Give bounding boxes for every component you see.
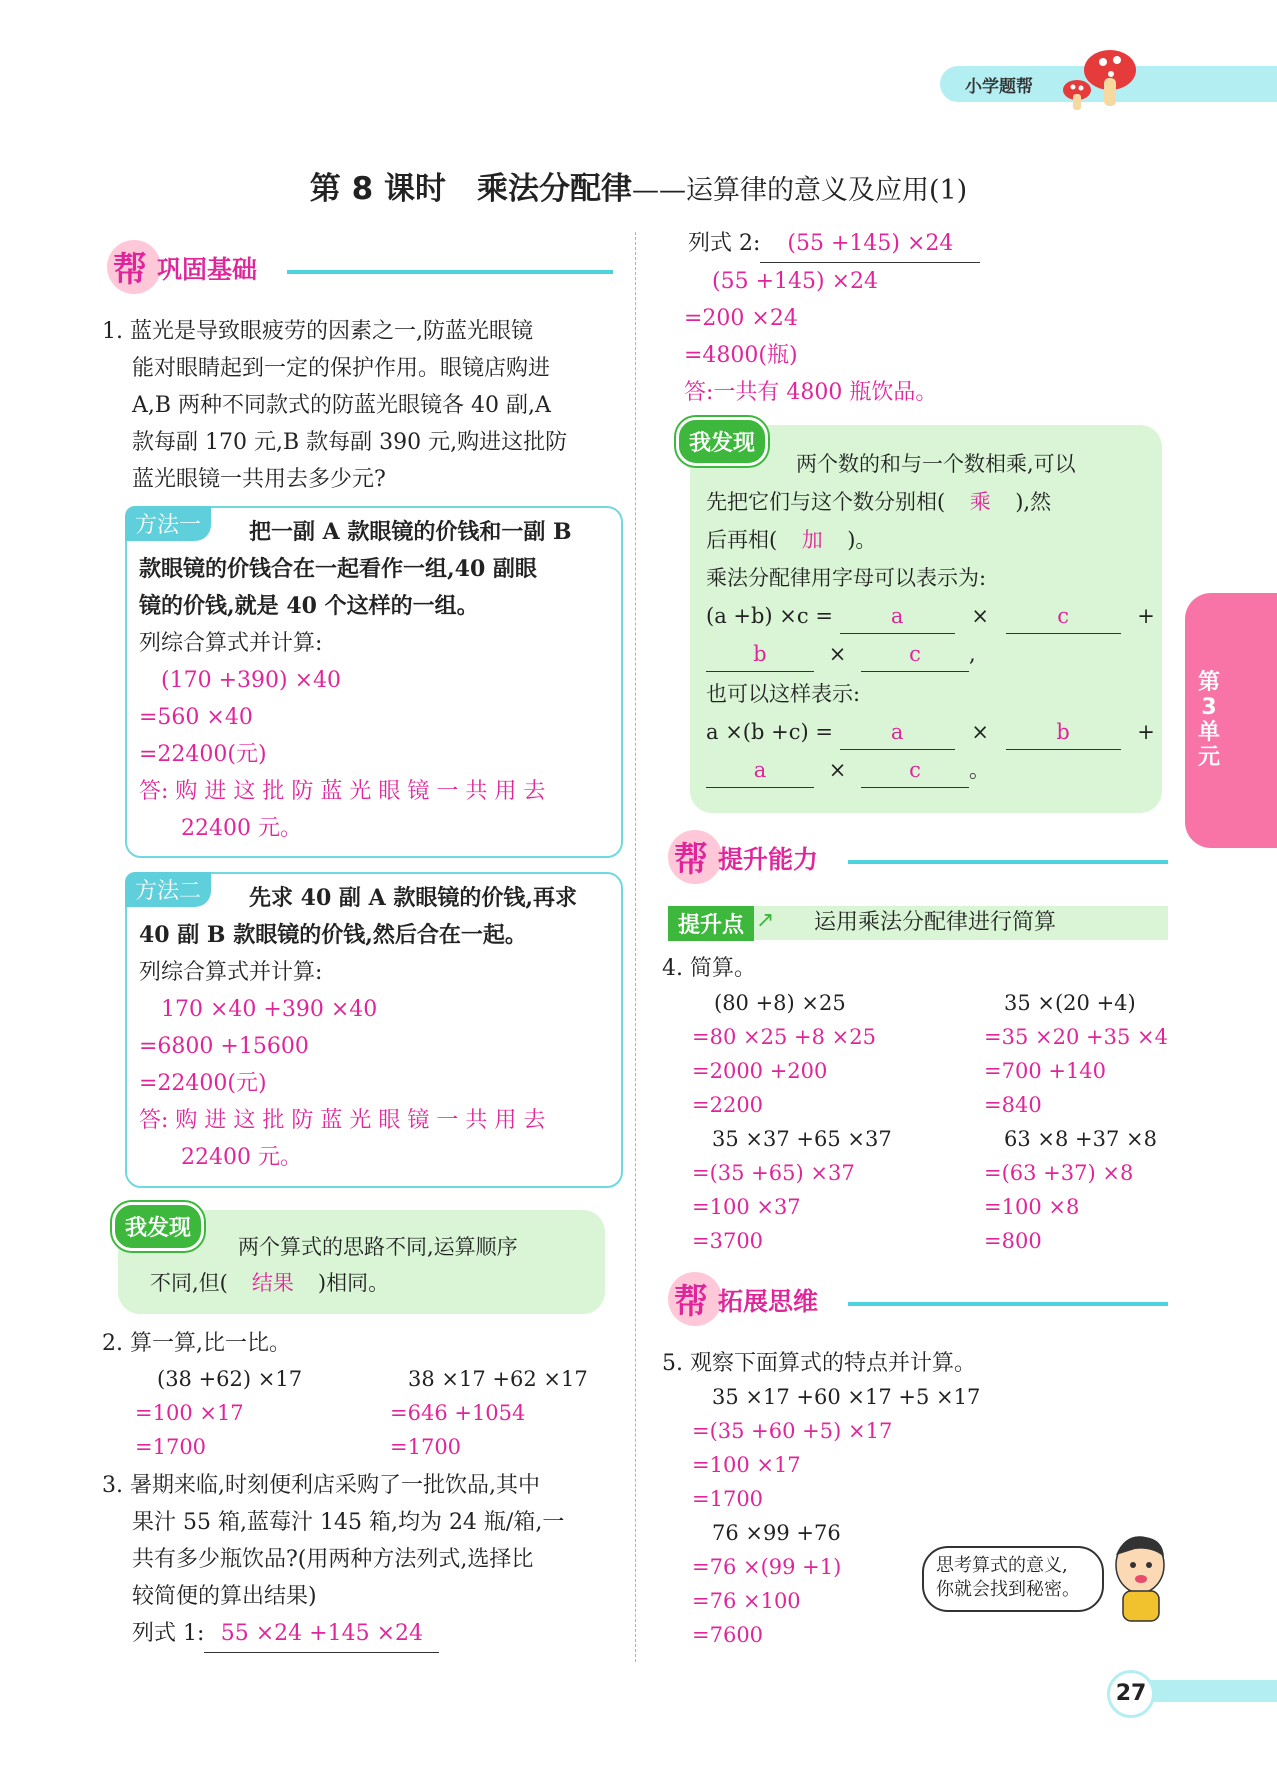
section-improve-title: 提升能力: [718, 845, 819, 874]
q1-line: 能对眼睛起到一定的保护作用。眼镜店购进: [132, 356, 551, 381]
section-expand-header: [668, 1272, 1168, 1330]
d2-line4: 乘法分配律用字母可以表示为:: [706, 566, 987, 590]
boy-icon: [1105, 1525, 1175, 1625]
section-improve-header: [668, 830, 1168, 888]
discover-text: )相同。: [317, 1271, 390, 1295]
discover-tag: 我发现: [676, 417, 768, 466]
m1-calc: (170 +390) ×40: [161, 668, 341, 693]
page-title: [0, 163, 1277, 208]
m1-prompt: 列综合算式并计算:: [139, 631, 323, 656]
q4-calc: =100 ×8: [984, 1195, 1080, 1219]
q3-continued: [684, 225, 1188, 411]
q4-calc: =80 ×25 +8 ×25: [692, 1025, 876, 1049]
d2-expr2: [706, 715, 1155, 750]
times-sign: ×: [828, 758, 847, 782]
improve-topic: 运用乘法分配律进行简算: [814, 910, 1057, 935]
d2-expr2b: [706, 753, 990, 788]
q3-calc: =4800(瓶): [684, 343, 798, 368]
m1-desc: 把一副 A 款眼镜的价钱和一副 B: [249, 519, 572, 545]
q4-calc: =(35 +65) ×37: [692, 1161, 855, 1185]
q5-calc: =100 ×17: [692, 1453, 801, 1477]
d2-text: 先把它们与这个数分别相(: [706, 490, 946, 514]
q3-line: 共有多少瓶饮品?(用两种方法列式,选择比: [132, 1547, 534, 1572]
arrow-icon: ↗: [756, 908, 775, 933]
d2-text: )。: [847, 528, 877, 552]
q4-prompt: 4. 简算。: [662, 956, 756, 981]
column-divider: [635, 232, 636, 1662]
d2-var: a: [706, 753, 814, 788]
period-sign: 。: [968, 758, 990, 782]
discover-text: 不同,但(: [150, 1271, 228, 1295]
d2-line1: 两个数的和与一个数相乘,可以: [796, 452, 1076, 476]
q3-formula-2: [688, 225, 1188, 263]
q3-line: 较简便的算出结果): [132, 1584, 317, 1609]
method-2-tag: 方法二: [125, 872, 211, 907]
q5-calc: =76 ×(99 +1): [692, 1555, 842, 1579]
q2-calc: (38 +62) ×17: [157, 1367, 303, 1391]
bubble-line: 你就会找到秘密。: [936, 1579, 1080, 1600]
q4-calc: =3700: [692, 1229, 764, 1253]
q4-calc: 63 ×8 +37 ×8: [1004, 1127, 1157, 1151]
m2-answer: 答: 购 进 这 批 防 蓝 光 眼 镜 一 共 用 去: [139, 1108, 546, 1133]
method-2-box: [125, 872, 623, 1188]
m1-answer: 答: 购 进 这 批 防 蓝 光 眼 镜 一 共 用 去: [139, 779, 546, 804]
q4-calc: =(63 +37) ×8: [984, 1161, 1134, 1185]
q5-calc: =1700: [692, 1487, 764, 1511]
q4-col2: [984, 986, 1184, 1258]
brand-label: 小学题帮: [965, 77, 1033, 97]
comma-sign: ,: [968, 642, 976, 666]
q5-calc: 35 ×17 +60 ×17 +5 ×17: [712, 1385, 981, 1409]
q4-calc: (80 +8) ×25: [714, 991, 846, 1015]
formula-label: 列式 2:: [688, 231, 761, 256]
q1-line: 1. 蓝光是导致眼疲劳的因素之一,防蓝光眼镜: [102, 319, 533, 344]
m1-desc: 款眼镜的价钱合在一起看作一组,40 副眼: [139, 556, 537, 582]
m2-prompt: 列综合算式并计算:: [139, 960, 323, 985]
bang-glyph: 帮: [674, 840, 708, 880]
d2-text: ),然: [1015, 490, 1052, 514]
method-1-tag: 方法一: [125, 506, 211, 541]
improve-tag: 提升点: [668, 906, 754, 941]
q5-calc: =76 ×100: [692, 1589, 801, 1613]
d2-expr: (a +b) ×c =: [706, 604, 833, 628]
m2-desc: 先求 40 副 A 款眼镜的价钱,再求: [249, 885, 577, 911]
q2-calc: =1700: [135, 1435, 207, 1459]
d2-var: c: [861, 753, 969, 788]
d2-var: b: [1006, 715, 1121, 750]
d2-expr1: [706, 599, 1155, 634]
question-3: [102, 1467, 622, 1653]
q4-calc: =100 ×37: [692, 1195, 801, 1219]
unit-label: 第3单元: [1197, 670, 1220, 770]
discover-1-line2: [150, 1266, 389, 1300]
discover-box-2: [690, 425, 1162, 813]
q1-line: A,B 两种不同款式的防蓝光眼镜各 40 副,A: [132, 393, 551, 418]
section-expand-title: 拓展思维: [718, 1287, 819, 1316]
q4-calc: =2200: [692, 1093, 764, 1117]
d2-blank: 加: [801, 528, 823, 552]
d2-text: 后再相(: [706, 528, 778, 552]
q2-calc: =646 +1054: [390, 1401, 526, 1425]
q4-calc: =700 +140: [984, 1059, 1107, 1083]
q5-calc: =7600: [692, 1623, 764, 1647]
q2-calc: =100 ×17: [135, 1401, 244, 1425]
bang-glyph: 帮: [674, 1282, 708, 1322]
times-sign: ×: [971, 604, 989, 628]
m1-calc: =22400(元): [139, 742, 267, 767]
q3-line: 3. 暑期来临,时刻便利店采购了一批饮品,其中: [102, 1473, 540, 1498]
q1-line: 蓝光眼镜一共用去多少元?: [132, 467, 386, 492]
q3-formula-1: [102, 1615, 622, 1653]
d2-var: b: [706, 637, 814, 672]
formula-blank: (55 +145) ×24: [760, 225, 980, 263]
method-1-box: [125, 506, 623, 858]
section-basic-title: 巩固基础: [157, 255, 258, 284]
q2-calc: 38 ×17 +62 ×17: [408, 1367, 588, 1391]
q4-calc: =840: [984, 1093, 1042, 1117]
speech-bubble: [922, 1546, 1104, 1612]
q4-calc: =2000 +200: [692, 1059, 828, 1083]
improve-point-bar: [668, 906, 1168, 940]
d2-var: a: [840, 715, 955, 750]
q4-calc: =35 ×20 +35 ×4: [984, 1025, 1168, 1049]
m2-calc: =22400(元): [139, 1071, 267, 1096]
d2-expr1b: [706, 637, 976, 672]
m2-desc: 40 副 B 款眼镜的价钱,然后合在一起。: [139, 922, 527, 948]
mushroom-icon: [1055, 40, 1145, 112]
q3-calc: =200 ×24: [684, 306, 798, 331]
formula-label: 列式 1:: [132, 1621, 205, 1646]
d2-var: c: [861, 637, 969, 672]
method-1-text: [139, 514, 615, 847]
bang-glyph: 帮: [113, 250, 147, 290]
formula-blank: 55 ×24 +145 ×24: [204, 1615, 439, 1653]
q2-left: [135, 1362, 365, 1464]
d2-blank: 乘: [969, 490, 991, 514]
times-sign: ×: [828, 642, 847, 666]
q4-col1: [692, 986, 952, 1258]
method-2-text: [139, 880, 615, 1176]
title-sub: ——运算律的意义及应用(1): [631, 175, 968, 206]
plus-sign: +: [1137, 720, 1155, 744]
d2-line2: [706, 485, 1051, 519]
discover-box-1: [118, 1210, 605, 1314]
m2-calc: 170 ×40 +390 ×40: [161, 997, 378, 1022]
q3-calc: (55 +145) ×24: [712, 269, 878, 294]
m1-desc: 镜的价钱,就是 40 个这样的一组。: [139, 593, 479, 619]
q5-prompt: 5. 观察下面算式的特点并计算。: [662, 1351, 976, 1376]
d2-var: a: [840, 599, 955, 634]
q4-calc: 35 ×(20 +4): [1004, 991, 1136, 1015]
section-rule: [287, 270, 613, 274]
q4-calc: 35 ×37 +65 ×37: [712, 1127, 892, 1151]
d2-var: c: [1006, 599, 1121, 634]
discover-1-line1: 两个算式的思路不同,运算顺序: [238, 1235, 518, 1259]
discover-tag: 我发现: [112, 1202, 204, 1251]
q2-prompt: 2. 算一算,比一比。: [102, 1331, 291, 1356]
times-sign: ×: [971, 720, 989, 744]
bubble-line: 思考算式的意义,: [936, 1555, 1068, 1576]
m2-answer: 22400 元。: [181, 1145, 302, 1170]
section-basic-header: [107, 240, 613, 298]
q2-calc: =1700: [390, 1435, 462, 1459]
title-main: 第 8 课时 乘法分配律: [309, 171, 632, 207]
q3-line: 果汁 55 箱,蓝莓汁 145 箱,均为 24 瓶/箱,一: [132, 1510, 565, 1535]
q3-answer: 答:一共有 4800 瓶饮品。: [684, 380, 938, 405]
discover-blank: 结果: [251, 1271, 294, 1295]
m2-calc: =6800 +15600: [139, 1034, 309, 1059]
q2-right: [390, 1362, 620, 1464]
q5-calc: 76 ×99 +76: [712, 1521, 841, 1545]
plus-sign: +: [1137, 604, 1155, 628]
q4-calc: =800: [984, 1229, 1042, 1253]
q1-line: 款每副 170 元,B 款每副 390 元,购进这批防: [132, 430, 568, 455]
section-rule: [848, 860, 1168, 864]
d2-expr: a ×(b +c) =: [706, 720, 833, 744]
d2-line3: [706, 523, 876, 557]
page-number: 27: [1107, 1670, 1155, 1718]
question-1: [102, 313, 622, 498]
m1-answer: 22400 元。: [181, 816, 302, 841]
q5-calc: =(35 +60 +5) ×17: [692, 1419, 893, 1443]
section-rule: [848, 1302, 1168, 1306]
d2-line6: 也可以这样表示:: [706, 682, 861, 706]
m1-calc: =560 ×40: [139, 705, 253, 730]
